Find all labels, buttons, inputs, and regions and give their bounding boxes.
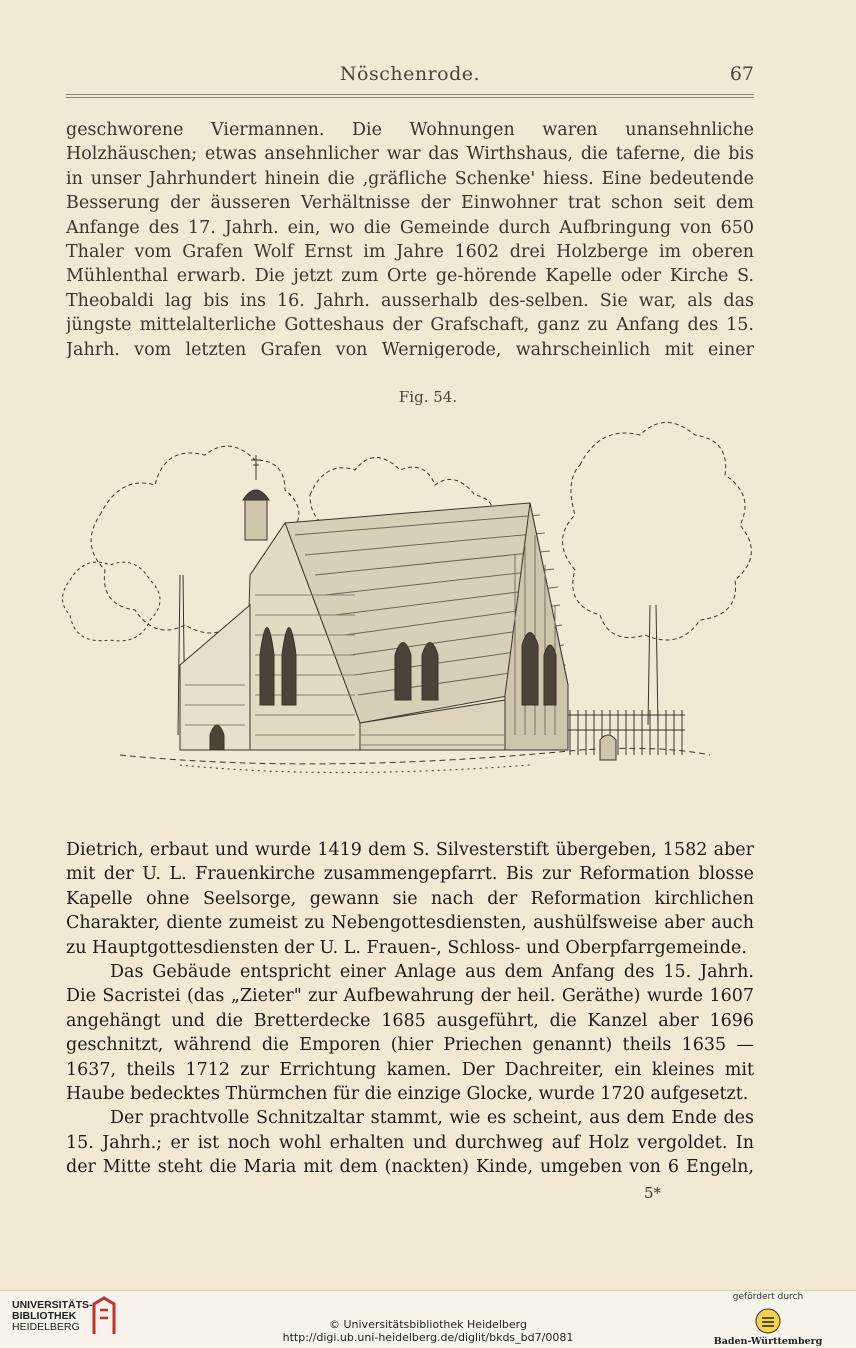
state-crest-icon bbox=[755, 1308, 781, 1334]
page-number: 67 bbox=[729, 63, 754, 85]
running-title: Nöschenrode. bbox=[339, 63, 481, 85]
lower-text bbox=[66, 838, 754, 1183]
signature-mark: 5* bbox=[644, 1184, 662, 1202]
header-rule-double bbox=[66, 97, 754, 98]
figure-caption: Fig. 54. bbox=[398, 388, 458, 406]
church-illustration bbox=[60, 405, 765, 800]
logo-line: HEIDELBERG bbox=[12, 1321, 80, 1333]
running-header bbox=[66, 63, 754, 89]
sponsor-name: Baden-Württemberg bbox=[713, 1336, 823, 1347]
header-rule bbox=[66, 94, 754, 95]
paragraph-text: Das Gebäude entspricht einer Anlage aus dem Anfang des 15. Jahrh. Die Sacristei (das „Zieter" zur Aufbewahrung der heil. Geräthe) wurde 1607 angehängt und die Bretterdecke 1685 ausgeführt, die Kanzel aber 1696 geschnitzt, während die Emporen (hier Priechen genannt) theils 1635 — 1637, theils 1712 zur Errichtung kamen. Der Dachreiter, ein kleines mit Haube bedecktes Thürmchen für die einzige Glocke, wurde 1720 aufgesetzt. bbox=[66, 962, 754, 1105]
paragraph-text: Dietrich, erbaut und wurde 1419 dem S. Silvesterstift übergeben, 1582 aber mit der U. L. Frauenkirche zusammengepfarrt. Bis zur Reformation blosse Kapelle ohne Seelsorge, gewann sie nach der Reformation kirchlichen Charakter, diente zumeist zu Nebengottesdiensten, aushülfsweise aber auch zu Hauptgottesdiensten der U. L. Frauen-, Schloss- und Oberpfarrgemeinde. bbox=[66, 840, 754, 958]
logo-line: BIBLIOTHEK bbox=[12, 1310, 77, 1322]
logo-line: UNIVERSITÄTS- bbox=[12, 1299, 93, 1311]
paragraph-text: geschworene Viermannen. Die Wohnungen waren unansehnliche Holzhäuschen; etwas ansehnlicher war das Wirthshaus, die taferne, die bis in unser Jahrhundert hinein die ‚gräfliche Schenke' hiess. Eine bedeutende Besserung der äusseren Verhältnisse der Einwohner trat schon seit dem Anfange des 17. Jahrh. ein, wo die Gemeinde durch Aufbringung von 650 Thaler vom Grafen Wolf Ernst im Jahre 1602 drei Holzberge im oberen Mühlenthal erwarb. Die jetzt zum Orte ge-hörende Kapelle oder Kirche S. Theobaldi lag bis ins 16. Jahrh. ausserhalb des-selben. Sie war, als das jüngste mittelalterliche Gotteshaus der Grafschaft, ganz zu Anfang des 15. Jahrh. vom letzten Grafen von Wernigerode, wahrscheinlich mit einer bbox=[66, 120, 754, 358]
top-paragraph bbox=[66, 118, 754, 358]
sponsor-label: gefördert durch bbox=[732, 1292, 804, 1302]
paragraph-text: Der prachtvolle Schnitzaltar stammt, wie es scheint, aus dem Ende des 15. Jahrh.; er ist noch wohl erhalten und durchweg auf Holz vergoldet. In der Mitte steht die Maria mit dem (nackten) Kinde, umgeben von 6 Engeln, bbox=[66, 1108, 754, 1178]
permalink[interactable]: http://digi.ub.uni-heidelberg.de/diglit/bkds_bd7/0081 bbox=[282, 1331, 574, 1344]
copyright-text: © Universitätsbibliothek Heidelberg bbox=[328, 1318, 527, 1331]
sponsor-block bbox=[708, 1290, 828, 1347]
